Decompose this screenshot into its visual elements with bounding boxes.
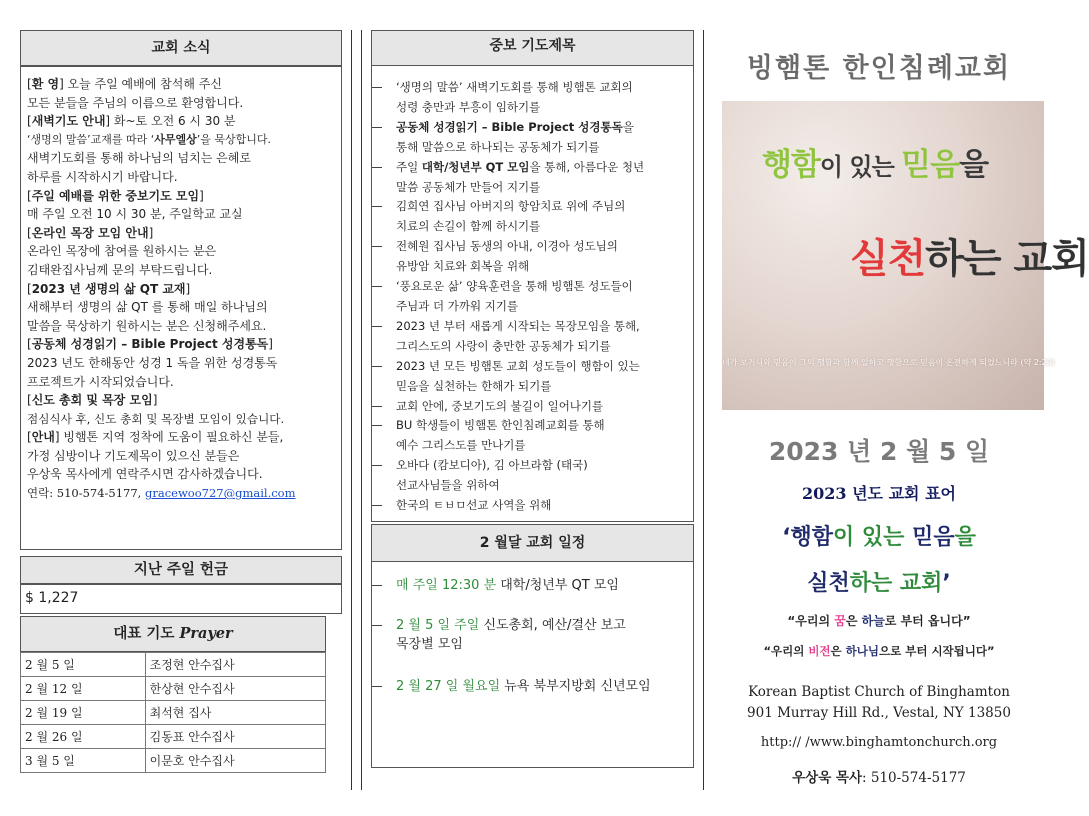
news-line: 새벽기도회를 통해 하나님의 넘치는 은혜로 [27, 151, 251, 166]
prayer-name-cell: 최석현 집사 [145, 701, 325, 725]
news-line: 김태완집사님께 문의 부탁드립니다. [27, 262, 213, 277]
intercession-line: 주일 대학/청년부 QT 모임을 통해, 아름다운 청년 [372, 158, 694, 178]
news-title: 교회 소식 [151, 40, 211, 56]
motto-line1: ‘행함이 있는 믿음을 [782, 525, 976, 550]
intercession-line: 2023 년 모든 빙햄톤 교회 성도들이 행함이 있는 [372, 357, 694, 377]
offering-title: 지난 주일 헌금 [133, 562, 229, 578]
divider-left [351, 30, 352, 790]
intercession-title: 중보 기도제목 [489, 38, 576, 54]
intercession-line: 유방암 치료와 회복을 위해 [396, 259, 530, 274]
church-website[interactable]: http:// /www.binghamtonchurch.org [760, 735, 998, 750]
prayer-name-cell: 김동표 안수집사 [145, 725, 325, 749]
intercession-line: 한국의 ㅌㅂㅁ선교 사역을 위해 [372, 496, 694, 516]
offering-header [20, 556, 342, 584]
offering-amount: $ 1,227 [25, 590, 79, 606]
prayer-date-cell: 2 월 26 일 [21, 725, 146, 749]
schedule-header [371, 524, 694, 562]
intercession-line: 그리스도의 사랑이 충만한 공동체가 되기를 [396, 338, 611, 353]
news-line: 온라인 목장에 참여를 원하시는 분은 [27, 244, 217, 259]
news-line: [주일 예배를 위한 중보기도 모임] [27, 188, 204, 203]
news-line: 말씀을 묵상하기 원하시는 분은 신청해주세요. [27, 318, 267, 333]
prayer-date-cell: 2 월 5 일 [21, 653, 146, 677]
motto-label: 2023 년도 교회 표어 [802, 484, 956, 503]
pastor-contact: 우상욱 목사: 510-574-5177 [792, 770, 966, 786]
banner-line2: 실천하는 교회 [850, 236, 1089, 282]
table-row [21, 749, 326, 773]
news-line: 점심식사 후, 신도 총회 및 목장별 모임이 있습니다. [27, 411, 285, 426]
prayer-name-cell: 이문호 안수집사 [145, 749, 325, 773]
prayer-header [20, 616, 326, 652]
intercession-list [372, 78, 694, 516]
news-header [20, 30, 342, 66]
news-line: 새해부터 생명의 삶 QT 를 통해 매일 하나님의 [27, 300, 268, 315]
news-line: 우상욱 목사에게 연락주시면 감사하겠습니다. [27, 467, 263, 482]
news-line: 매 주일 오전 10 시 30 분, 주일학교 교실 [27, 207, 243, 222]
intercession-line: 김희연 집사님 아버지의 항암치료 위에 주님의 [372, 197, 694, 217]
divider-left2 [361, 30, 362, 790]
intercession-line: 주님과 더 가까워 지기를 [396, 298, 519, 313]
intercession-line: BU 학생들이 빙햄톤 한인침례교회를 통해 [372, 416, 694, 436]
intercession-header [371, 30, 694, 66]
intercession-line: 통해 말씀으로 하나되는 공동체가 되기를 [396, 139, 600, 154]
news-body [27, 75, 343, 503]
table-row [21, 653, 326, 677]
motto-line2: 실천하는 교회’ [807, 571, 951, 596]
church-address-street: 901 Murray Hill Rd., Vestal, NY 13850 [747, 705, 1011, 721]
news-line: [환 영] 오늘 주일 예배에 참석해 주신 [27, 77, 222, 91]
news-contact: 연락: 510-574-5177, gracewoo727@gmail.com [27, 486, 296, 501]
prayer-name-cell: 조정현 안수집사 [145, 653, 325, 677]
news-line: 하루를 시작하시기 바랍니다. [27, 169, 178, 184]
intercession-line: ‘풍요로운 삶’ 양육훈련을 통해 빙햄톤 성도들이 [372, 277, 694, 297]
prayer-name-cell: 한상현 안수집사 [145, 677, 325, 701]
email-link[interactable]: gracewoo727@gmail.com [145, 486, 296, 501]
church-address-name: Korean Baptist Church of Binghamton [748, 684, 1010, 700]
intercession-line: 성령 충만과 부흥이 임하기를 [396, 99, 541, 114]
news-line: ‘생명의 말씀’교재를 따라 ‘사무엘상’을 묵상합니다. [27, 132, 272, 146]
schedule-title: 2 월달 교회 일정 [479, 535, 586, 551]
intercession-line: ‘생명의 말씀’ 새벽기도회를 통해 빙햄톤 교회의 [372, 78, 694, 98]
banner-line1: 행함이 있는 믿음을 [762, 147, 989, 183]
divider-right [703, 30, 704, 790]
prayer-date-cell: 2 월 19 일 [21, 701, 146, 725]
news-line: 가정 심방이나 기도제목이 있으신 분들은 [27, 448, 240, 463]
intercession-line: 공동체 성경읽기 – Bible Project 성경통독을 [372, 118, 694, 138]
intercession-line: 믿음을 실천하는 한해가 되기를 [396, 378, 552, 393]
news-line: [온라인 목장 모임 안내] [27, 225, 154, 240]
banner-verse: 네가 보거니와 믿음이 그의 행함과 함께 일하고 행함으로 믿음이 온전하게 되었느니라 (약 2:22) [722, 358, 1055, 367]
quote-dream: “우리의 꿈은 하늘로 부터 옵니다” [787, 614, 971, 628]
news-line: 프로젝트가 시작되었습니다. [27, 374, 174, 389]
prayer-date-cell: 2 월 12 일 [21, 677, 146, 701]
quote-vision: “우리의 비전은 하나님으로 부터 시작됩니다” [763, 644, 995, 658]
prayer-table [20, 652, 326, 773]
news-line: 2023 년도 한해동안 성경 1 독을 위한 성경통독 [27, 355, 278, 370]
intercession-line: 말씀 공동체가 만들어 지기를 [396, 179, 541, 194]
church-name: 빙햄톤 한인침례교회 [746, 53, 1012, 84]
news-line: [새벽기도 안내] 화~토 오전 6 시 30 분 [27, 114, 236, 129]
intercession-line: 예수 그리스도를 만나기를 [396, 438, 526, 453]
schedule-item: 2 월 27 일 월요일 뉴욕 북부지방회 신년모임 [396, 677, 651, 696]
news-line: [공동체 성경읽기 – Bible Project 성경통독] [27, 337, 273, 352]
news-line: [2023 년 생명의 삶 QT 교재] [27, 281, 191, 296]
news-line: 모든 분들을 주님의 이름으로 환영합니다. [27, 95, 244, 110]
news-line: [안내] 빙햄톤 지역 정착에 도움이 필요하신 분들, [27, 430, 284, 445]
table-row [21, 701, 326, 725]
motto-banner [722, 101, 1089, 410]
table-row [21, 677, 326, 701]
intercession-line: 교회 안에, 중보기도의 불길이 일어나기를 [372, 397, 694, 417]
intercession-line: 선교사님들을 위하여 [396, 478, 500, 493]
intercession-line: 오바다 (캄보디아), 김 아브라함 (태국) [372, 456, 694, 476]
table-row [21, 725, 326, 749]
prayer-title-en: Prayer [179, 625, 233, 642]
schedule-item: 2 월 5 일 주일 신도총회, 예산/결산 보고 목장별 모임 [396, 616, 626, 654]
intercession-line: 전혜원 집사님 동생의 아내, 이경아 성도님의 [372, 237, 694, 257]
prayer-date-cell: 3 월 5 일 [21, 749, 146, 773]
prayer-title: 대표 기도 [113, 626, 180, 642]
intercession-line: 2023 년 부터 새롭게 시작되는 목장모임을 통해, [372, 317, 694, 337]
news-line: [신도 총회 및 목장 모임] [27, 393, 158, 408]
intercession-line: 치료의 손길이 함께 하시기를 [396, 219, 541, 234]
service-date: 2023 년 2 월 5 일 [768, 437, 990, 466]
schedule-item: 매 주일 12:30 분 대학/청년부 QT 모임 [396, 576, 619, 595]
